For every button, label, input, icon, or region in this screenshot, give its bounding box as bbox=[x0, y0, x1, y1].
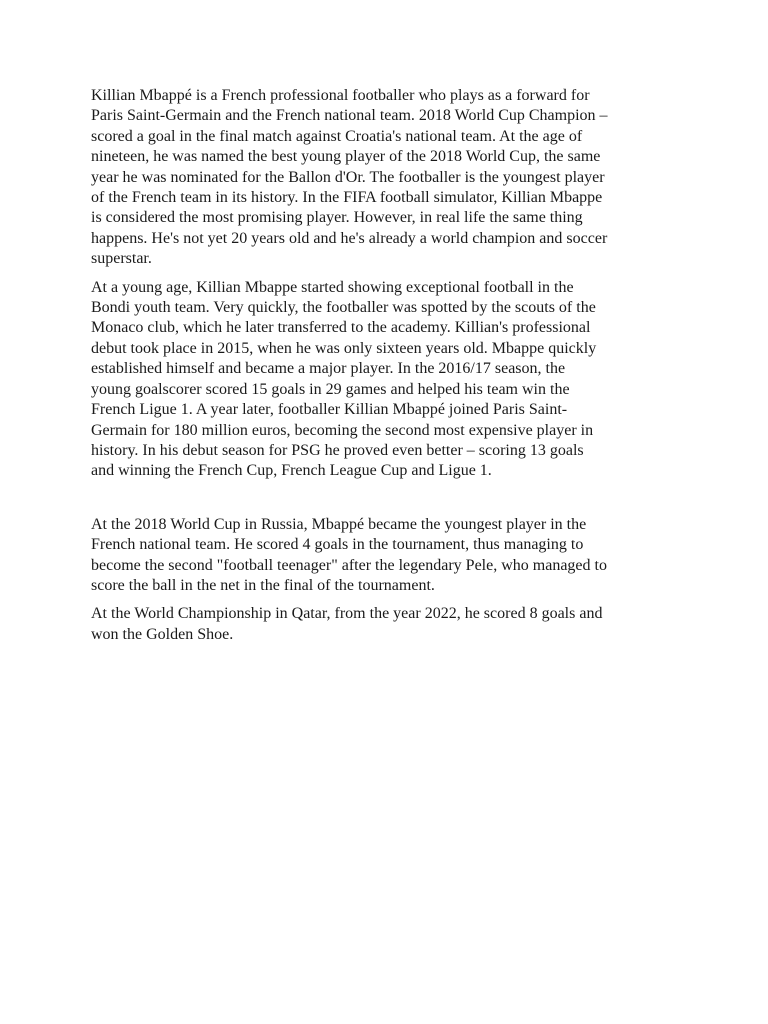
paragraph-intro: Killian Mbappé is a French professional footballer who plays as a forward for Paris Saint-Germain and the French national team. 2018 World Cup Champion – scored a goal in the final match against Croatia's national team. At the age of nineteen, he was named the best young player of the 2018 World Cup, the same year he was nominated for the Ballon d'Or. The footballer is the youngest player of the French team in its history. In the FIFA football simulator, Killian Mbappe is considered the most promising player. However, in real life the same thing happens. He's not yet 20 years old and he's already a world champion and soccer superstar. bbox=[91, 87, 608, 268]
document-body bbox=[91, 86, 691, 653]
paragraph-early-career: At a young age, Killian Mbappe started showing exceptional football in the Bondi youth team. Very quickly, the footballer was spotted by the scouts of the Monaco club, which he later transferred to the academy. Killian's professional debut took place in 2015, when he was only sixteen years old. Mbappe quickly established himself and became a major player. In the 2016/17 season, the young goalscorer scored 15 goals in 29 games and helped his team win the French Ligue 1. A year later, footballer Killian Mbappé joined Paris Saint- Germain for 180 million euros, becoming the second most expensive player in history. In his debut season for PSG he proved even better – scoring 13 goals and winning the French Cup, French League Cup and Ligue 1. bbox=[91, 278, 597, 480]
paragraph-world-cup-qatar: At the World Championship in Qatar, from the year 2022, he scored 8 goals and won the Golden Shoe. bbox=[91, 605, 603, 643]
paragraph-world-cup-2018: At the 2018 World Cup in Russia, Mbappé became the youngest player in the French national team. He scored 4 goals in the tournament, thus managing to become the second "football teenager" after the legendary Pele, who managed to score the ball in the net in the final of the tournament. bbox=[91, 515, 607, 594]
